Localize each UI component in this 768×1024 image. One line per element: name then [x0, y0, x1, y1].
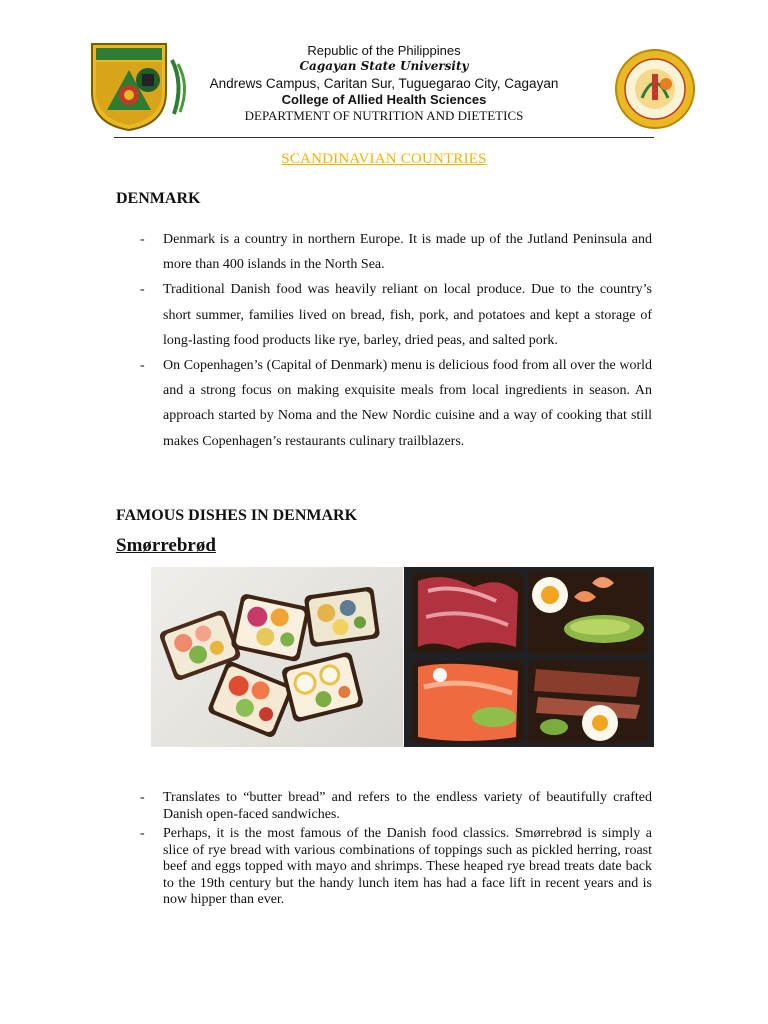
department-seal-icon: [614, 48, 696, 130]
list-item: [116, 353, 652, 454]
bullet-dash: -: [140, 232, 145, 247]
list-item: [116, 826, 652, 909]
list-item: [116, 227, 652, 277]
header-republic: Republic of the Philippines: [307, 43, 461, 58]
bullet-text: Perhaps, it is the most famous of the Danish food classics. Smørrebrød is simply a slice of rye bread with various combinations of toppings such as pickled herring, roast beef and eggs topped with mayo and shrimps. These heaped rye bread treats date back to the 19th century but the handy lunch item has had a face lift in recent years and is now hipper than ever.: [163, 826, 652, 907]
bullet-dash: -: [140, 282, 145, 298]
header-college: College of Allied Health Sciences: [281, 92, 487, 107]
smorrebrod-photo-light: [151, 567, 403, 747]
denmark-bullet-list: [116, 227, 652, 454]
bullet-dash: -: [140, 826, 145, 841]
header-university-name: Cagayan State University: [299, 59, 469, 73]
list-item: [116, 277, 652, 353]
document-title: SCANDINAVIAN COUNTRIES: [281, 151, 487, 167]
university-seal-icon: [88, 40, 196, 132]
bullet-text: Traditional Danish food was heavily reliant on local produce. Due to the country’s short summer, families lived on bread, fish, pork, and potatoes and kept a storage of long-lasting food products like rye, barley, dried peas, and salted pork.: [163, 282, 652, 348]
section-heading-denmark: DENMARK: [116, 190, 201, 207]
dish-name-heading: Smørrebrød: [116, 535, 216, 556]
section-heading-famous-dishes: FAMOUS DISHES IN DENMARK: [116, 507, 358, 524]
bullet-text: Denmark is a country in northern Europe. It is made up of the Jutland Peninsula and more than 400 islands in the North Sea.: [163, 232, 652, 273]
header-divider: [114, 137, 654, 138]
header-campus-address: Andrews Campus, Caritan Sur, Tuguegarao City, Cagayan: [209, 76, 559, 91]
bullet-text: Translates to “butter bread” and refers to the endless variety of beautifully crafted Danish open-faced sandwiches.: [163, 790, 652, 822]
bullet-dash: -: [140, 358, 145, 374]
smorrebrod-bullet-list: [116, 790, 652, 912]
bullet-dash: -: [140, 790, 145, 805]
bullet-text: On Copenhagen’s (Capital of Denmark) menu is delicious food from all over the world and a strong focus on making exquisite meals from local ingredients in season. An approach started by Noma and the New Nordic cuisine and a way of cooking that still makes Copenhagen’s restaurants culinary trailblazers.: [163, 358, 652, 449]
list-item: [116, 790, 652, 823]
smorrebrod-photo-dark: [404, 567, 654, 747]
header-department: DEPARTMENT OF NUTRITION AND DIETETICS: [244, 108, 524, 123]
